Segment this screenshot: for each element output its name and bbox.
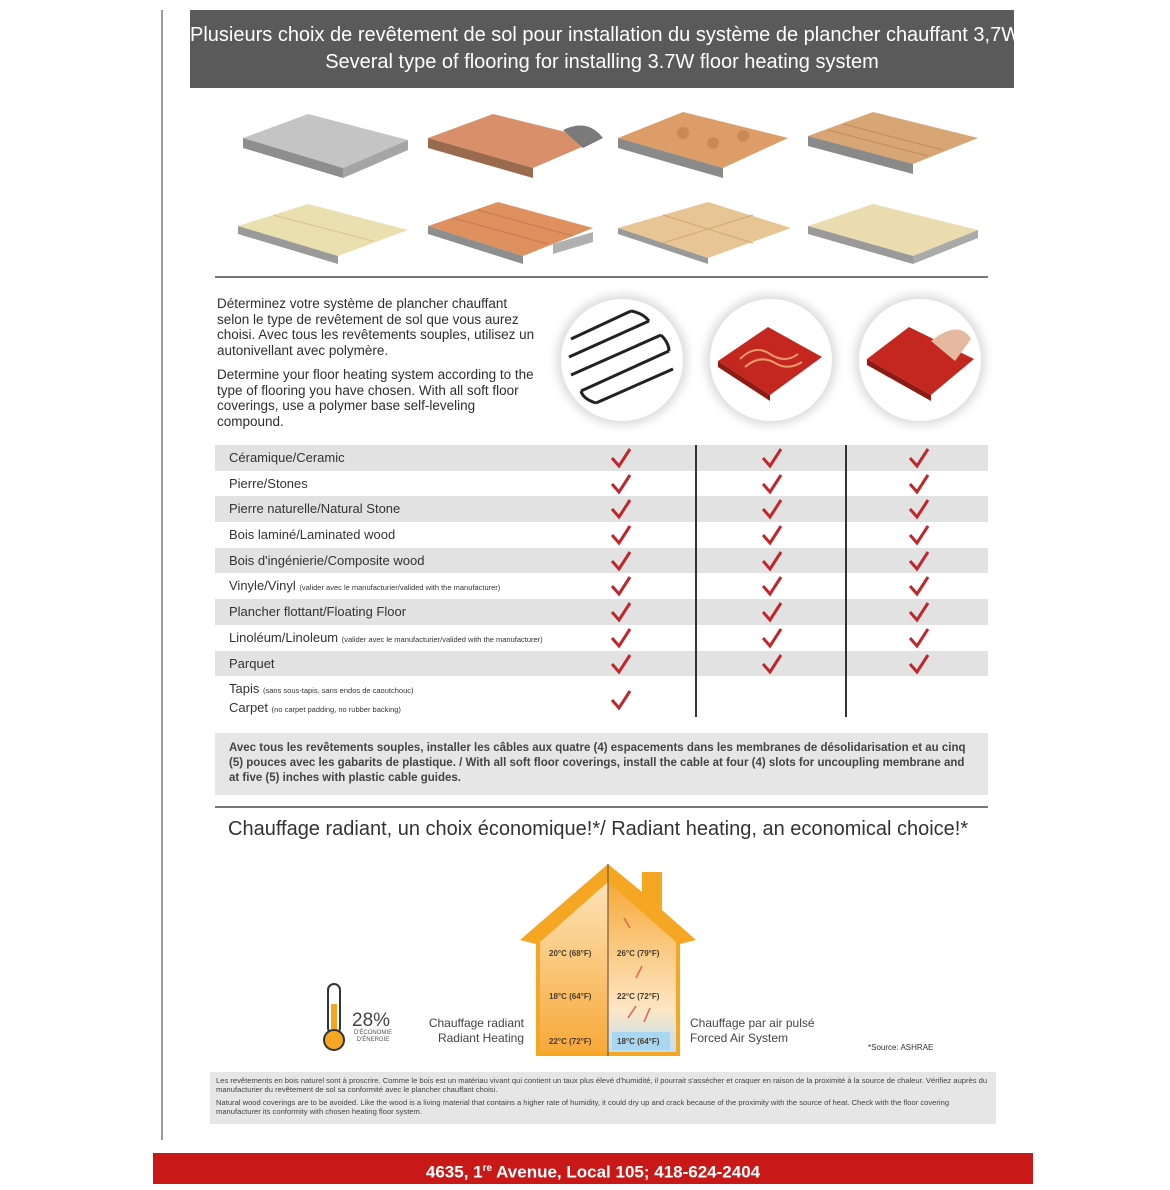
checkmark-icon — [908, 473, 930, 495]
forced-label-en: Forced Air System — [690, 1031, 789, 1045]
footer-address-pre: 4635, 1 — [425, 1162, 483, 1182]
row-label: Bois laminé/Laminated wood — [229, 527, 396, 543]
header-title-fr: Plusieurs choix de revêtement de sol pour installation du système de plancher chauffant 3,7W — [190, 24, 1021, 46]
grey-stone-tile-icon — [233, 108, 418, 183]
carpet-note-en: (no carpet padding, no rubber backing) — [271, 705, 401, 715]
temp-radiant-top: 20°C (68°F) — [549, 949, 592, 958]
checkmark-icon — [610, 524, 632, 546]
cream-tile-icon — [233, 198, 418, 273]
checkmark-icon — [610, 498, 632, 520]
table-column-divider — [845, 445, 847, 717]
row-label: Plancher flottant/Floating Floor — [229, 604, 407, 620]
disclaimer-fr: Les revêtements en bois naturel sont à proscrire. Comme le bois est un matériau vivant qui contient un taux plus élevé d'humidité, il pourrait s'assécher et craquer en raison de la proximité à la source de chaleur. Vérifiez auprès du manufacturier du revêtement de sol sa conformité avec le plancher chauffant choisi. — [216, 1076, 988, 1094]
table-row-carpet — [215, 676, 988, 724]
header-banner — [190, 10, 1021, 88]
row-label: Pierre/Stones — [229, 475, 308, 491]
checkmark-icon — [761, 550, 783, 572]
row-label-text: Linoléum/Linoleum — [229, 629, 339, 645]
header-title-en: Several type of flooring for installing 3.7W floor heating system — [325, 51, 879, 73]
system-cable-circle — [561, 299, 683, 421]
savings-percent: 28% — [352, 1010, 391, 1031]
forced-label-fr: Chauffage par air pulsé — [690, 1016, 815, 1030]
beige-tile-icon — [803, 198, 988, 273]
heating-cable-grid-icon — [561, 299, 683, 421]
disclaimer-box — [210, 1072, 996, 1124]
wood-vinyl-peel-tile-icon — [423, 108, 608, 183]
checkmark-icon — [761, 524, 783, 546]
row-label: Parquet — [229, 655, 275, 671]
intro-fr: Déterminez votre système de plancher chauffant selon le type de revêtement de sol que vous aurez choisi. Avec tous les revêtements souples, utilisez un autonivellant avec polymère. — [217, 296, 535, 358]
forced-air-label — [690, 1016, 815, 1046]
footer-address-sup: re — [482, 1163, 493, 1174]
row-label — [229, 578, 500, 593]
checkmark-icon — [908, 498, 930, 520]
table-row — [215, 625, 988, 651]
row-label: Pierre naturelle/Natural Stone — [229, 501, 401, 517]
table-row — [215, 651, 988, 677]
row-label-text: Vinyle/Vinyl — [229, 578, 296, 594]
parquet-tile-icon — [613, 198, 798, 273]
checkmark-icon — [761, 447, 783, 469]
table-row — [215, 471, 988, 497]
row-label: Bois d'ingénierie/Composite wood — [229, 552, 425, 568]
light-wood-tile-icon — [423, 198, 608, 273]
row-label-note: (valider avec le manufacturier/valided with the manufacturer) — [299, 583, 501, 593]
checkmark-icon — [908, 575, 930, 597]
checkmark-icon — [908, 447, 930, 469]
checkmark-icon — [610, 653, 632, 675]
heating-membrane-icon — [710, 299, 832, 421]
carpet-note-fr: (sans sous-tapis, sans endos de caoutchouc) — [262, 686, 414, 696]
table-row — [215, 522, 988, 548]
row-label — [229, 630, 543, 645]
intro-en: Determine your floor heating system according to the type of flooring you have chosen. With all soft floor coverings, use a polymer base self-leveling compound. — [217, 367, 534, 429]
checkmark-icon — [610, 550, 632, 572]
uncoupling-membrane-peel-icon — [859, 299, 981, 421]
compatibility-table — [215, 445, 988, 724]
thermometer-icon — [318, 982, 350, 1054]
row-label — [229, 680, 414, 718]
separator-bottom — [215, 806, 988, 808]
separator-top — [215, 276, 988, 278]
checkmark-icon — [610, 627, 632, 649]
intro-text — [217, 296, 537, 438]
source-note: *Source: ASHRAE — [868, 1043, 934, 1052]
checkmark-icon — [908, 653, 930, 675]
laminated-wood-tile-icon — [803, 108, 988, 183]
table-column-divider — [695, 445, 697, 717]
row-label: Céramique/Ceramic — [229, 450, 345, 465]
checkmark-icon — [908, 550, 930, 572]
temp-forced-middle: 22°C (72°F) — [617, 992, 660, 1001]
checkmark-icon — [761, 653, 783, 675]
checkmark-icon — [761, 498, 783, 520]
radiant-heating-label — [400, 1016, 524, 1046]
temp-forced-bottom: 18°C (64°F) — [617, 1037, 660, 1046]
checkmark-icon — [908, 524, 930, 546]
checkmark-icon — [610, 601, 632, 623]
system-membrane-circle — [710, 299, 832, 421]
checkmark-icon — [761, 601, 783, 623]
carpet-label-en: Carpet — [229, 700, 269, 716]
temp-radiant-bottom: 22°C (72°F) — [549, 1037, 592, 1046]
table-row — [215, 599, 988, 625]
house-heating-diagram — [518, 858, 698, 1058]
temp-forced-top: 26°C (79°F) — [617, 949, 660, 958]
flooring-tiles-grid — [225, 100, 995, 275]
table-row — [215, 496, 988, 522]
patterned-carpet-tile-icon — [613, 108, 798, 183]
table-row — [215, 573, 988, 599]
checkmark-icon — [610, 447, 632, 469]
checkmark-icon — [908, 601, 930, 623]
table-row — [215, 548, 988, 574]
system-uncoupling-circle — [859, 299, 981, 421]
temp-radiant-middle: 18°C (64°F) — [549, 992, 592, 1001]
row-label-note: (valider avec le manufacturier/valided with the manufacturer) — [341, 634, 543, 644]
savings-label: D'ÉCONOMIE D'ÉNERGIE — [353, 1030, 393, 1043]
radiant-label-fr: Chauffage radiant — [428, 1016, 524, 1030]
checkmark-icon — [610, 575, 632, 597]
footer-address-bar — [153, 1153, 1033, 1184]
checkmark-icon — [908, 627, 930, 649]
table-row — [215, 445, 988, 471]
installation-note: Avec tous les revêtements souples, installer les câbles aux quatre (4) espacements dans les membranes de désolidarisation et au cinq (5) pouces avec les gabarits de plastique. / With all soft floor coverings, install the cable at four (4) slots for uncoupling membrane and at five (5) inches with plastic cable guides. — [215, 733, 988, 795]
left-margin-rule — [161, 10, 163, 1140]
radiant-label-en: Radiant Heating — [437, 1031, 524, 1045]
section-title: Chauffage radiant, un choix économique!*/ Radiant heating, an economical choice!* — [228, 818, 969, 840]
checkmark-icon — [761, 627, 783, 649]
checkmark-icon — [761, 473, 783, 495]
checkmark-icon — [761, 575, 783, 597]
carpet-label-fr: Tapis — [229, 681, 260, 697]
checkmark-icon — [610, 473, 632, 495]
checkmark-icon — [610, 689, 632, 711]
footer-address-post: Avenue, Local 105; 418-624-2404 — [492, 1162, 761, 1182]
disclaimer-en: Natural wood coverings are to be avoided. Like the wood is a living material that contains a higher rate of humidity, it could dry up and crack because of the proximity with the source of heat. Check with the floor covering manufacturer its conformity with chosen heating floor system. — [216, 1098, 950, 1116]
